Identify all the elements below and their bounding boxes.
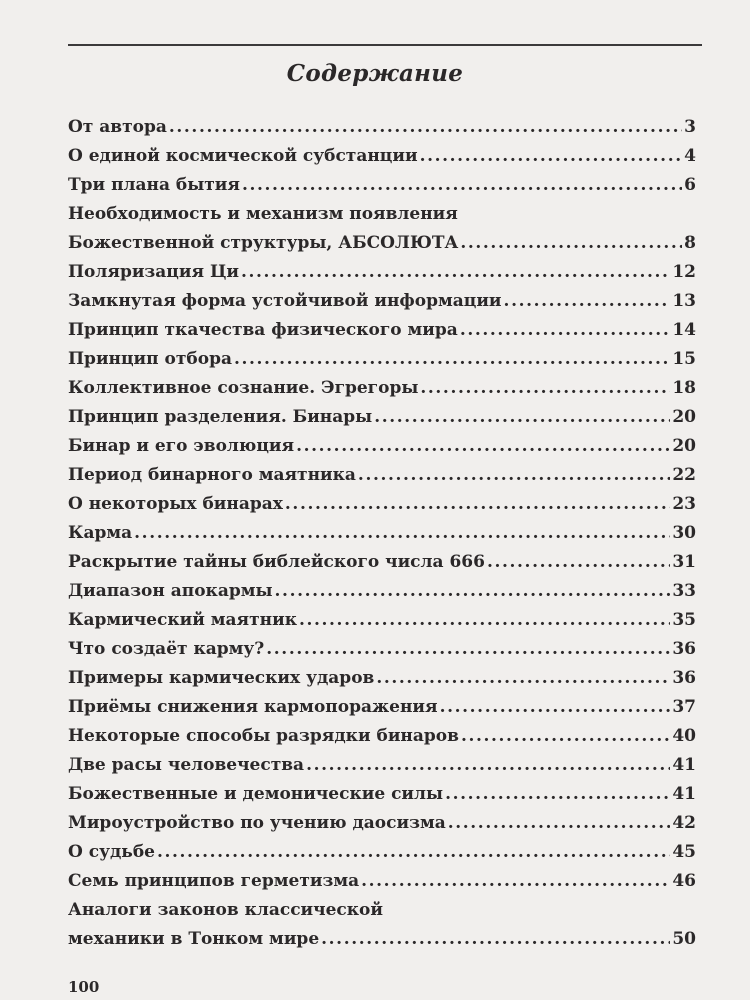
dot-leader — [440, 693, 671, 722]
page-title: Содержание — [286, 60, 464, 87]
toc-entry-title: Семь принципов герметизма — [68, 871, 360, 891]
dot-leader — [299, 606, 670, 635]
toc-entry-title: От автора — [68, 117, 167, 137]
toc-entry — [68, 780, 696, 809]
toc-entry-title: Примеры кармических ударов — [68, 668, 375, 688]
toc-entry-page: 35 — [672, 610, 696, 630]
toc-entry — [68, 200, 696, 258]
toc-entry-title: Принцип разделения. Бинары — [68, 407, 373, 427]
toc-entry-title: Божественные и демонические силы — [68, 784, 444, 804]
dot-leader — [321, 925, 670, 954]
toc-entry — [68, 838, 696, 867]
dot-leader — [445, 780, 670, 809]
toc-entry-title: Коллективное сознание. Эгрегоры — [68, 378, 419, 398]
toc-entry-title: Принцип отбора — [68, 349, 232, 369]
toc-entry-title: Замкнутая форма устойчивой информации — [68, 291, 502, 311]
toc-entry-title: Принцип ткачества физического мира — [68, 320, 458, 340]
toc-entry — [68, 403, 696, 432]
page-number: 100 — [68, 978, 100, 996]
toc-entry-title-line1: Аналоги законов классической — [68, 900, 383, 920]
toc-entry-title: механики в Тонком мире — [68, 929, 320, 949]
table-of-contents — [68, 113, 696, 954]
toc-entry-title: Бинар и его эволюция — [68, 436, 295, 456]
toc-entry-page: 6 — [684, 175, 696, 195]
dot-leader — [448, 809, 671, 838]
toc-entry — [68, 867, 696, 896]
toc-entry-page: 36 — [672, 639, 696, 659]
dot-leader — [285, 490, 670, 519]
dot-leader — [134, 519, 670, 548]
toc-entry-title: О судьбе — [68, 842, 155, 862]
dot-leader — [296, 432, 670, 461]
dot-leader — [361, 867, 670, 896]
dot-leader — [242, 171, 682, 200]
dot-leader — [358, 461, 670, 490]
toc-entry-page: 20 — [672, 436, 696, 456]
toc-entry-page: 8 — [684, 233, 696, 253]
toc-entry — [68, 432, 696, 461]
dot-leader — [234, 345, 670, 374]
dot-leader — [460, 316, 671, 345]
toc-entry — [68, 722, 696, 751]
toc-entry — [68, 751, 696, 780]
toc-entry-page: 3 — [684, 117, 696, 137]
toc-entry-page: 40 — [672, 726, 696, 746]
toc-entry-page: 33 — [672, 581, 696, 601]
toc-entry-page: 13 — [672, 291, 696, 311]
toc-entry — [68, 519, 696, 548]
toc-entry-page: 41 — [672, 755, 696, 775]
toc-entry-page: 4 — [684, 146, 696, 166]
toc-entry — [68, 316, 696, 345]
toc-entry-page: 30 — [672, 523, 696, 543]
toc-entry — [68, 345, 696, 374]
toc-entry — [68, 693, 696, 722]
toc-entry-title: Три плана бытия — [68, 175, 240, 195]
dot-leader — [487, 548, 670, 577]
toc-entry-title: Период бинарного маятника — [68, 465, 356, 485]
toc-entry-page: 18 — [672, 378, 696, 398]
toc-entry-page: 50 — [672, 929, 696, 949]
toc-entry — [68, 287, 696, 316]
toc-entry-page: 23 — [672, 494, 696, 514]
toc-entry — [68, 113, 696, 142]
toc-entry-page: 15 — [672, 349, 696, 369]
toc-entry-page: 14 — [672, 320, 696, 340]
top-rule — [68, 44, 702, 46]
toc-entry-title: О некоторых бинарах — [68, 494, 283, 514]
toc-entry-page: 20 — [672, 407, 696, 427]
dot-leader — [504, 287, 671, 316]
toc-entry-title: Две расы человечества — [68, 755, 305, 775]
dot-leader — [460, 229, 682, 258]
toc-entry-page: 36 — [672, 668, 696, 688]
toc-entry-page: 22 — [672, 465, 696, 485]
toc-entry-title: Раскрытие тайны библейского числа 666 — [68, 552, 485, 572]
dot-leader — [376, 664, 670, 693]
toc-entry — [68, 635, 696, 664]
toc-entry-title: Что создаёт карму? — [68, 639, 265, 659]
dot-leader — [169, 113, 682, 142]
toc-entry — [68, 171, 696, 200]
toc-entry-page: 31 — [672, 552, 696, 572]
dot-leader — [420, 142, 683, 171]
dot-leader — [275, 577, 671, 606]
toc-entry-page: 12 — [672, 262, 696, 282]
toc-entry — [68, 374, 696, 403]
dot-leader — [420, 374, 670, 403]
toc-entry-title: О единой космической субстанции — [68, 146, 418, 166]
dot-leader — [241, 258, 670, 287]
toc-entry-title: Карма — [68, 523, 133, 543]
toc-entry-title: Приёмы снижения кармопоражения — [68, 697, 438, 717]
toc-entry-title: Кармический маятник — [68, 610, 297, 630]
toc-entry-title-line1: Необходимость и механизм появления — [68, 204, 458, 224]
dot-leader — [306, 751, 670, 780]
dot-leader — [461, 722, 670, 751]
toc-entry — [68, 664, 696, 693]
toc-entry — [68, 606, 696, 635]
toc-entry-title: Диапазон апокармы — [68, 581, 273, 601]
toc-entry — [68, 461, 696, 490]
toc-entry-page: 41 — [672, 784, 696, 804]
toc-entry-title: Божественной структуры, АБСОЛЮТА — [68, 233, 459, 253]
toc-entry-title: Некоторые способы разрядки бинаров — [68, 726, 459, 746]
toc-entry-page: 42 — [672, 813, 696, 833]
toc-entry-page: 37 — [672, 697, 696, 717]
toc-entry-page: 45 — [672, 842, 696, 862]
toc-entry — [68, 809, 696, 838]
toc-entry-title: Мироустройство по учению даосизма — [68, 813, 446, 833]
dot-leader — [157, 838, 670, 867]
dot-leader — [374, 403, 670, 432]
dot-leader — [266, 635, 670, 664]
toc-entry — [68, 142, 696, 171]
toc-entry — [68, 548, 696, 577]
toc-entry — [68, 577, 696, 606]
toc-entry — [68, 896, 696, 954]
toc-entry — [68, 258, 696, 287]
toc-entry — [68, 490, 696, 519]
toc-entry-page: 46 — [672, 871, 696, 891]
toc-entry-title: Поляризация Ци — [68, 262, 239, 282]
